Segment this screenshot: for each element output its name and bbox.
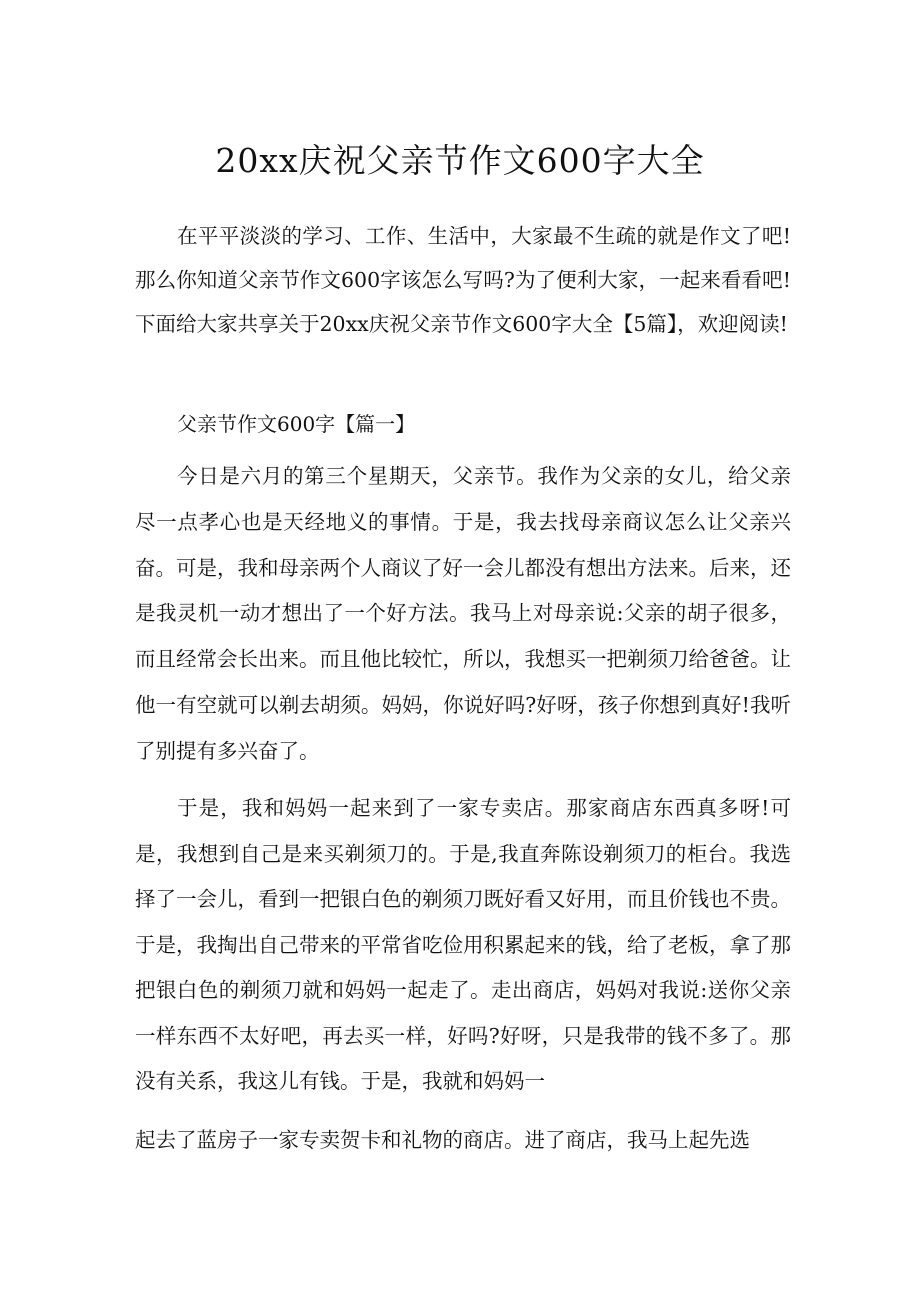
intro-paragraph: 在平平淡淡的学习、工作、生活中，大家最不生疏的就是作文了吧!那么你知道父亲节作文600字该怎么写吗?为了便利大家，一起来看看吧!下面给大家共享关于20xx庆祝父亲节作文600字大全【5篇】，欢迎阅读! [135, 224, 791, 336]
body-paragraph-continuation: 起去了蓝房子一家专卖贺卡和礼物的商店。进了商店，我马上起先选 [135, 1128, 750, 1152]
body-paragraph-1: 今日是六月的第三个星期天，父亲节。我作为父亲的女儿，给父亲尽一点孝心也是天经地义的事情。于是，我去找母亲商议怎么让父亲兴奋。可是，我和母亲两个人商议了好一会儿都没有想出方法来。后来，还是我灵机一动才想出了一个好方法。我马上对母亲说:父亲的胡子很多，而且经常会长出来。而且他比较忙，所以，我想买一把剃须刀给爸爸。让他一有空就可以剃去胡须。妈妈，你说好吗?好呀，孩子你想到真好!我听了别提有多兴奋了。 [135, 464, 791, 763]
body-paragraph-2: 于是，我和妈妈一起来到了一家专卖店。那家商店东西真多呀!可是，我想到自己是来买剃须刀的。于是,我直奔陈设剃须刀的柜台。我选择了一会儿，看到一把银白色的剃须刀既好看又好用，而且价钱也不贵。于是，我掏出自己带来的平常省吃俭用积累起来的钱，给了老板，拿了那把银白色的剃须刀就和妈妈一起走了。走出商店，妈妈对我说:送你父亲一样东西不太好吧，再去买一样，好吗?好呀，只是我带的钱不多了。那没有关系，我这儿有钱。于是，我就和妈妈一 [135, 796, 791, 1093]
section-heading: 父亲节作文600字【篇一】 [177, 412, 416, 436]
document-title: 20xx庆祝父亲节作文600字大全 [215, 141, 705, 180]
